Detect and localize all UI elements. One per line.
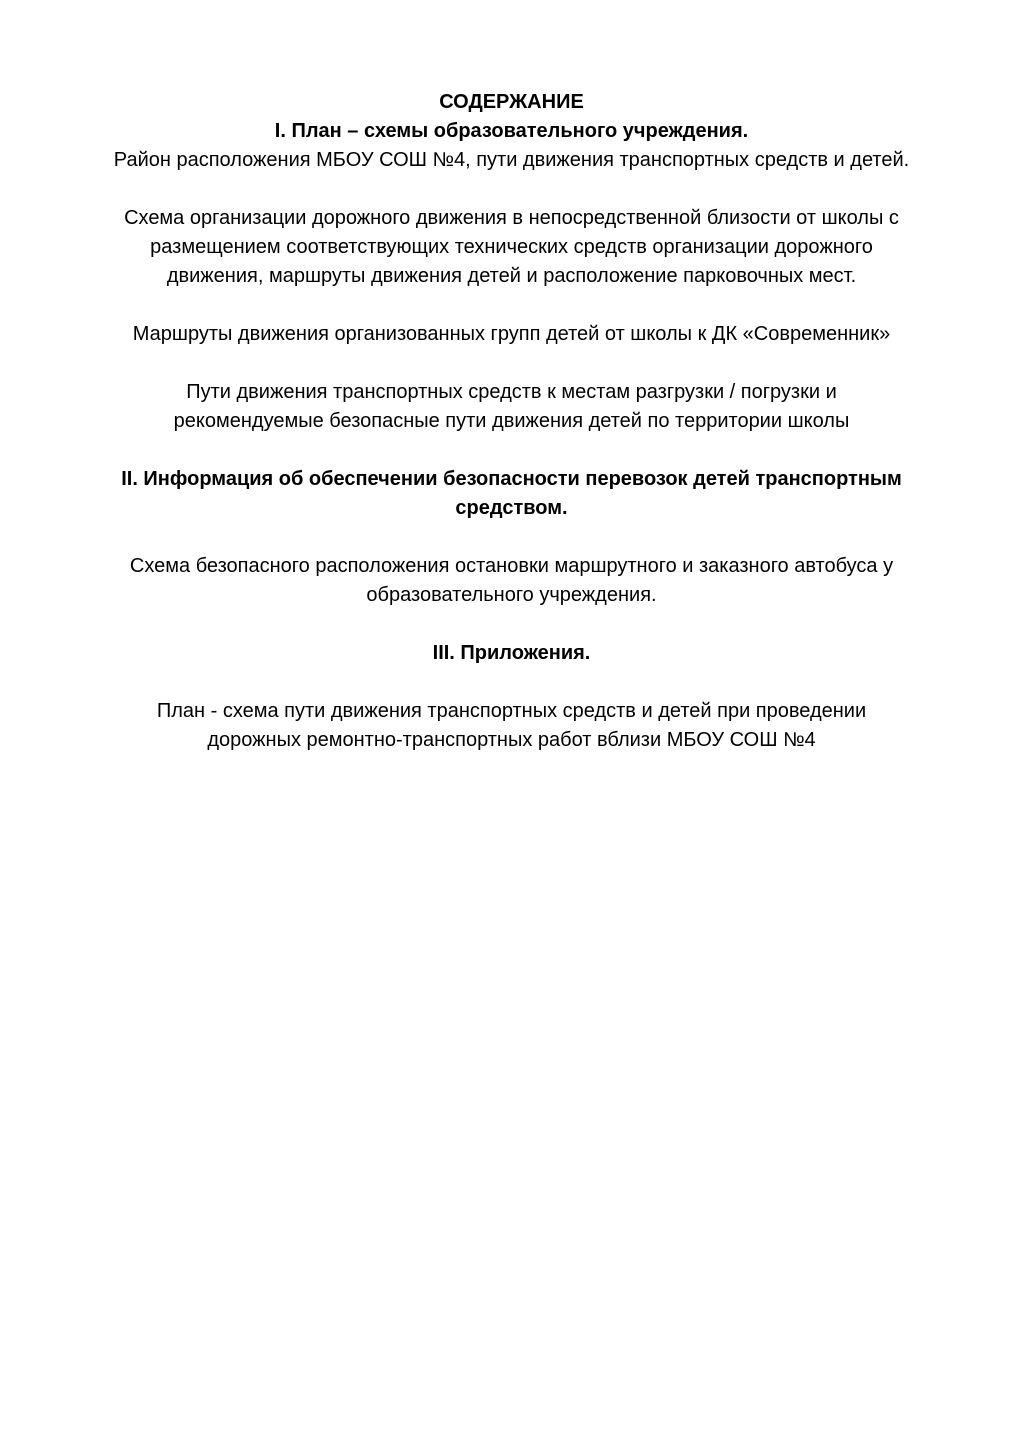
section-1-item-2-line-3: движения, маршруты движения детей и расположение парковочных мест. — [166, 265, 857, 287]
section-1-item-3: Маршруты движения организованных групп детей от школы к ДК «Современник» — [132, 323, 891, 345]
section-3-item-1-line-1: План - схема пути движения транспортных средств и детей при проведении — [156, 700, 867, 722]
section-1-item-1: Район расположения МБОУ СОШ №4, пути движения транспортных средств и детей. — [113, 149, 910, 171]
section-1-item-2-line-2: размещением соответствующих технических средств организации дорожного — [150, 236, 873, 258]
section-1-item-4-line-1: Пути движения транспортных средств к местам разгрузки / погрузки и — [186, 381, 837, 403]
section-1-item-4-line-2: рекомендуемые безопасные пути движения детей по территории школы — [173, 410, 850, 432]
contents-title: СОДЕРЖАНИЕ — [439, 91, 584, 113]
section-3-item-1-line-2: дорожных ремонтно-транспортных работ вблизи МБОУ СОШ №4 — [207, 729, 816, 751]
section-1-item-2-line-1: Схема организации дорожного движения в непосредственной близости от школы с — [124, 207, 899, 229]
section-2-heading-line-2: средством. — [455, 497, 568, 519]
section-1-heading: I. План – схемы образовательного учреждения. — [274, 120, 749, 142]
section-2-item-1-line-2: образовательного учреждения. — [366, 584, 657, 606]
section-2-heading-line-1: II. Информация об обеспечении безопасности перевозок детей транспортным — [121, 468, 902, 490]
section-2-item-1-line-1: Схема безопасного расположения остановки маршрутного и заказного автобуса у — [129, 555, 894, 577]
section-3-heading: III. Приложения. — [432, 642, 591, 664]
